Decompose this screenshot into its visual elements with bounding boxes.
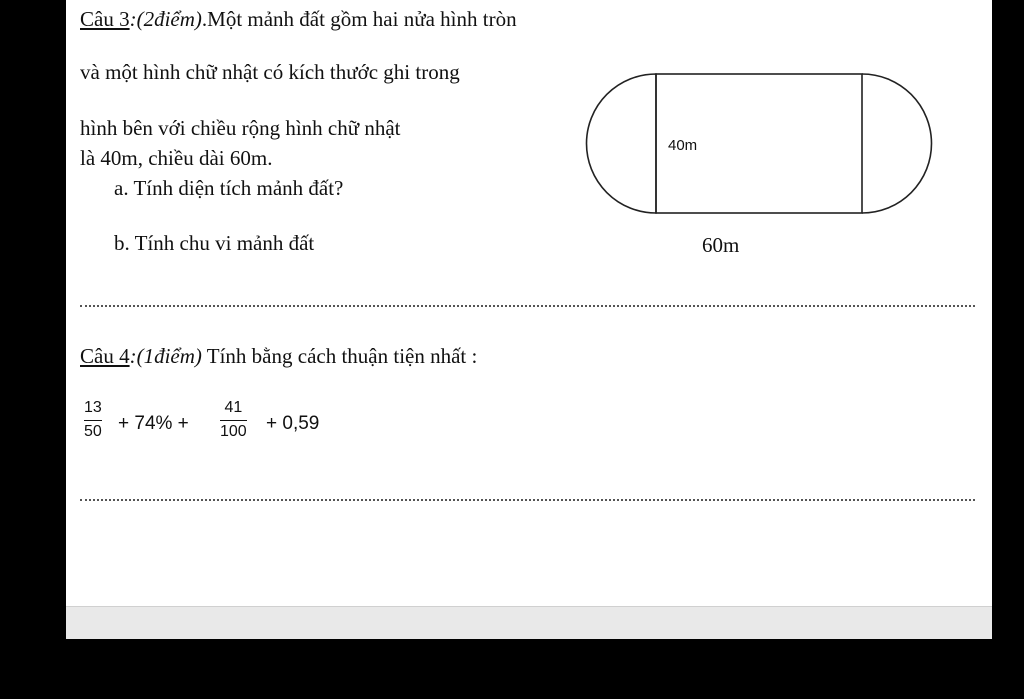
q3-label: Câu 3 <box>80 7 130 31</box>
q4-label: Câu 4 <box>80 344 130 368</box>
q3-heading <box>80 9 517 30</box>
fraction-denominator: 50 <box>84 423 102 440</box>
q3-line4: là 40m, chiều dài 60m. <box>80 146 273 170</box>
length-label: 60m <box>702 233 740 257</box>
fraction-bar <box>220 420 247 421</box>
land-plot-figure <box>580 70 940 220</box>
answer-divider <box>80 499 975 501</box>
fraction-13-50 <box>84 400 102 440</box>
expr-op1: + 74% + <box>118 413 189 434</box>
fraction-numerator: 41 <box>224 399 243 416</box>
q4-points: :(1điểm) <box>129 344 202 368</box>
expr-op2: + 0,59 <box>266 413 320 434</box>
fraction-denominator: 100 <box>220 423 247 440</box>
q3-part-b: b. Tính chu vi mảnh đất <box>114 231 315 255</box>
left-semicircle <box>587 74 657 213</box>
q3-line1-text: .Một mảnh đất gồm hai nửa hình tròn <box>201 7 517 31</box>
q3-line3: hình bên với chiều rộng hình chữ nhật <box>80 116 401 140</box>
q3-part-a: a. Tính diện tích mảnh đất? <box>114 176 344 200</box>
q3-line2: và một hình chữ nhật có kích thước ghi trong <box>80 60 460 84</box>
q4-prompt: Tính bằng cách thuận tiện nhất : <box>201 344 478 368</box>
page-bottom-strip <box>66 606 992 639</box>
fraction-numerator: 13 <box>84 399 102 416</box>
answer-divider <box>80 305 975 307</box>
q3-points: :(2điểm) <box>129 7 202 31</box>
right-semicircle <box>862 74 932 213</box>
q4-heading <box>80 346 477 367</box>
fraction-bar <box>84 420 102 421</box>
width-label: 40m <box>668 137 698 154</box>
fraction-41-100 <box>220 400 247 440</box>
